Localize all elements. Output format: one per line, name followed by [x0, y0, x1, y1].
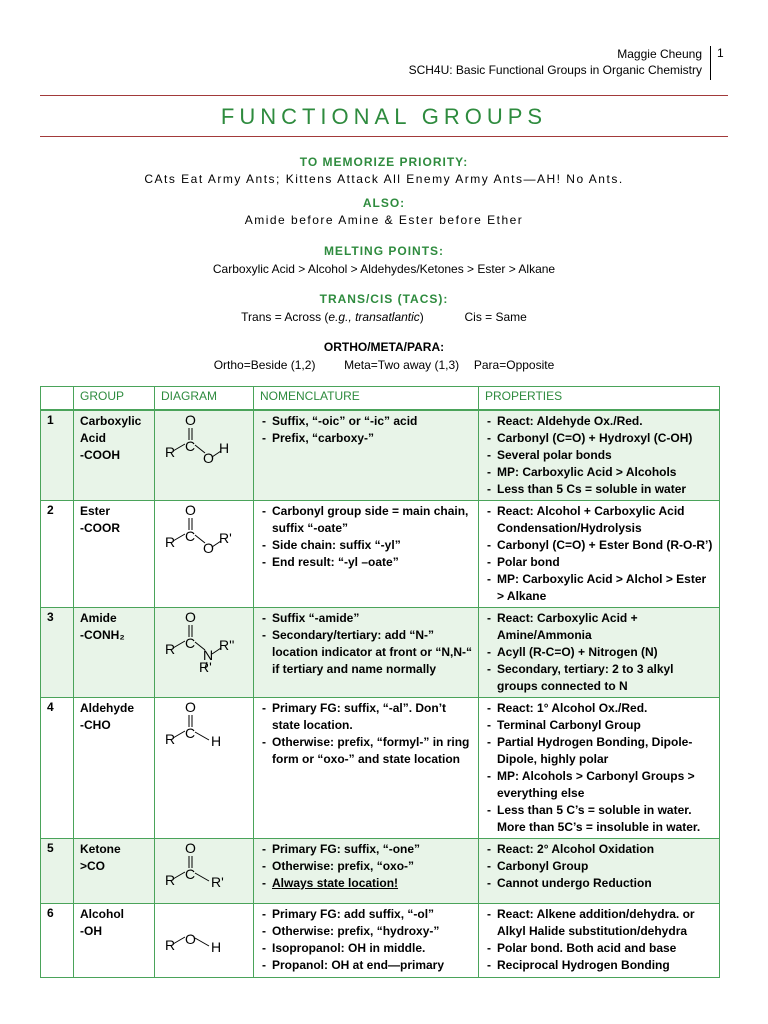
properties-cell: [479, 608, 720, 698]
property-item: - Carbonyl (C=O) + Ester Bond (R-O-R’): [497, 537, 713, 554]
group-name-line: Ester: [80, 504, 111, 518]
atom-center: C: [185, 635, 196, 651]
diagram-cell: [155, 904, 254, 978]
property-item: - Acyll (R-C=O) + Nitrogen (N): [497, 644, 713, 661]
author-name: Maggie Cheung: [617, 47, 702, 61]
col-diagram: DIAGRAM: [155, 387, 254, 411]
nomenclature-item: - Suffix, “-oic” or “-ic” acid: [272, 413, 472, 430]
nomenclature-item: - End result: “-yl –oate”: [272, 554, 472, 571]
table-header-row: [41, 387, 720, 411]
nomenclature-item: - Primary FG: suffix, “-one”: [272, 841, 472, 858]
page-title: FUNCTIONAL GROUPS: [220, 104, 548, 129]
also-heading: ALSO:: [362, 196, 406, 210]
table-row: [41, 698, 720, 839]
structure-diagram: [155, 608, 241, 672]
trans-b: ): [419, 310, 424, 324]
melting-heading: MELTING POINTS:: [323, 244, 445, 258]
also-text: Amide before Amine & Ester before Ether: [244, 213, 524, 227]
group-cell: [74, 698, 155, 839]
atom-top-oxygen: O: [185, 412, 196, 428]
group-name-line: -CHO: [80, 718, 111, 732]
diagram-cell: [155, 839, 254, 904]
col-nomenclature: NOMENCLATURE: [254, 387, 479, 411]
page-number: 1: [710, 46, 734, 80]
property-item: - MP: Carboxylic Acid > Alchol > Ester > Alkane: [497, 571, 713, 605]
title-rule: [40, 136, 728, 137]
table-row: [41, 839, 720, 904]
nomenclature-cell: [254, 698, 479, 839]
header-rule: [40, 95, 728, 96]
property-item: - React: Alkene addition/dehydra. or Alkyl Halide substitution/dehydra: [497, 906, 713, 940]
atom-center: O: [185, 931, 196, 947]
table-row: [41, 410, 720, 501]
group-name-line: -CONH₂: [80, 628, 125, 642]
property-item: - Secondary, tertiary: 2 to 3 alkyl groups connected to N: [497, 661, 713, 695]
properties-cell: [479, 904, 720, 978]
cis-text: Cis = Same: [464, 310, 527, 324]
meta-text: Meta=Two away (1,3): [344, 358, 460, 372]
nomenclature-item: - Primary FG: add suffix, “-ol”: [272, 906, 472, 923]
nomenclature-cell: [254, 839, 479, 904]
group-cell: [74, 410, 155, 501]
properties-cell: [479, 839, 720, 904]
table-row: [41, 501, 720, 608]
atom-left: R: [165, 937, 176, 953]
para-text: Para=Opposite: [473, 358, 555, 372]
diagram-cell: [155, 410, 254, 501]
atom-center: C: [185, 528, 196, 544]
property-item: - React: Alcohol + Carboxylic Acid Condensation/Hydrolysis: [497, 503, 713, 537]
functional-groups-table: [40, 386, 720, 978]
property-item: - Carbonyl Group: [497, 858, 713, 875]
structure-diagram: [155, 839, 241, 903]
group-cell: [74, 839, 155, 904]
atom-end: H: [211, 939, 222, 955]
group-name-line: Carboxylic: [80, 414, 142, 428]
tacs-heading: TRANS/CIS (TACS):: [319, 292, 449, 306]
row-number: 2: [41, 501, 74, 608]
structure-diagram: [155, 501, 241, 565]
priority-heading: TO MEMORIZE PRIORITY:: [299, 155, 469, 169]
row-number: 5: [41, 839, 74, 904]
structure-diagram: [155, 698, 241, 762]
group-name-line: Alcohol: [80, 907, 124, 921]
bond-end: [195, 938, 209, 946]
properties-cell: [479, 501, 720, 608]
nomenclature-cell: [254, 410, 479, 501]
group-cell: [74, 608, 155, 698]
group-name-line: Aldehyde: [80, 701, 135, 715]
group-cell: [74, 501, 155, 608]
atom-top-oxygen: O: [185, 502, 196, 518]
col-properties: PROPERTIES: [479, 387, 720, 411]
nomenclature-item: - Always state location!: [272, 875, 472, 892]
page-header: [409, 46, 702, 78]
nomenclature-item: - Isopropanol: OH in middle.: [272, 940, 472, 957]
properties-cell: [479, 698, 720, 839]
atom-end: R': [219, 530, 232, 546]
bond-end: [195, 732, 209, 740]
atom-left: R: [165, 641, 176, 657]
group-name-line: >CO: [80, 859, 106, 873]
nomenclature-item: - Otherwise: prefix, “formyl-” in ring form or “oxo-” and state location: [272, 734, 472, 768]
nomenclature-cell: [254, 501, 479, 608]
property-item: - Polar bond. Both acid and base: [497, 940, 713, 957]
group-name-line: Ketone: [80, 842, 121, 856]
property-item: - React: 1° Alcohol Ox./Red.: [497, 700, 713, 717]
trans-eg: e.g., transatlantic: [328, 310, 420, 324]
group-name-line: -COOR: [80, 521, 120, 535]
col-group: GROUP: [74, 387, 155, 411]
atom-end: R'': [219, 637, 235, 653]
properties-cell: [479, 410, 720, 501]
property-item: - Partial Hydrogen Bonding, Dipole-Dipole, highly polar: [497, 734, 713, 768]
property-item: - Terminal Carbonyl Group: [497, 717, 713, 734]
group-name-line: Amide: [80, 611, 117, 625]
row-number: 6: [41, 904, 74, 978]
melting-text: Carboxylic Acid > Alcohol > Aldehydes/Ketones > Ester > Alkane: [212, 262, 556, 276]
col-num: [41, 387, 74, 411]
property-item: - React: 2° Alcohol Oxidation: [497, 841, 713, 858]
structure-diagram: [155, 904, 241, 968]
nomenclature-item: - Primary FG: suffix, “-al”. Don’t state location.: [272, 700, 472, 734]
property-item: - React: Carboxylic Acid + Amine/Ammonia: [497, 610, 713, 644]
atom-end: H: [211, 733, 222, 749]
property-item: - Cannot undergo Reduction: [497, 875, 713, 892]
group-name-line: Acid: [80, 431, 107, 445]
row-number: 4: [41, 698, 74, 839]
ortho-text: Ortho=Beside (1,2): [213, 358, 316, 372]
nomenclature-item: - Secondary/tertiary: add “N-” location indicator at front or “N,N-“ if tertiary and name normally: [272, 627, 472, 678]
property-item: - MP: Carboxylic Acid > Alcohols: [497, 464, 713, 481]
property-item: - Several polar bonds: [497, 447, 713, 464]
nomenclature-item: - Prefix, “carboxy-”: [272, 430, 472, 447]
row-number: 1: [41, 410, 74, 501]
table-row: [41, 608, 720, 698]
diagram-cell: [155, 501, 254, 608]
atom-below: R': [199, 659, 212, 672]
priority-mnemonic: CAts Eat Army Ants; Kittens Attack All Enemy Army Ants—AH! No Ants.: [144, 172, 624, 186]
nomenclature-item: - Otherwise: prefix, “hydroxy-”: [272, 923, 472, 940]
structure-diagram: [155, 411, 241, 475]
group-name-line: -OH: [80, 924, 102, 938]
atom-top-oxygen: O: [185, 699, 196, 715]
atom-left: R: [165, 534, 176, 550]
atom-center: C: [185, 725, 196, 741]
diagram-cell: [155, 608, 254, 698]
property-item: - Less than 5 C’s = soluble in water. More than 5C’s = insoluble in water.: [497, 802, 713, 836]
atom-center: C: [185, 866, 196, 882]
property-item: - Reciprocal Hydrogen Bonding: [497, 957, 713, 974]
nomenclature-item: - Otherwise: prefix, “oxo-”: [272, 858, 472, 875]
atom-end: H: [219, 440, 230, 456]
atom-end: R': [211, 874, 224, 890]
table-row: [41, 904, 720, 978]
atom-left: R: [165, 731, 176, 747]
nomenclature-cell: [254, 904, 479, 978]
atom-top-oxygen: O: [185, 840, 196, 856]
property-item: - React: Aldehyde Ox./Red.: [497, 413, 713, 430]
bond-end: [195, 873, 209, 881]
atom-right: O: [203, 540, 214, 556]
omp-text: [0, 358, 768, 372]
nomenclature-item: - Suffix “-amide”: [272, 610, 472, 627]
diagram-cell: [155, 698, 254, 839]
atom-right: O: [203, 450, 214, 466]
group-name-line: -COOH: [80, 448, 120, 462]
atom-left: R: [165, 872, 176, 888]
nomenclature-item: - Side chain: suffix “-yl”: [272, 537, 472, 554]
property-item: - Polar bond: [497, 554, 713, 571]
nomenclature-item: - Carbonyl group side = main chain, suffix “-oate”: [272, 503, 472, 537]
trans-a: Trans = Across (: [241, 310, 329, 324]
atom-top-oxygen: O: [185, 609, 196, 625]
group-cell: [74, 904, 155, 978]
row-number: 3: [41, 608, 74, 698]
course-title: SCH4U: Basic Functional Groups in Organic Chemistry: [408, 63, 702, 77]
nomenclature-item: - Propanol: OH at end—primary: [272, 957, 472, 974]
atom-right: N: [203, 647, 214, 663]
property-item: - Less than 5 Cs = soluble in water: [497, 481, 713, 498]
nomenclature-cell: [254, 608, 479, 698]
atom-center: C: [185, 438, 196, 454]
omp-heading: ORTHO/META/PARA:: [323, 340, 445, 354]
atom-left: R: [165, 444, 176, 460]
tacs-text: [0, 310, 768, 324]
property-item: - MP: Alcohols > Carbonyl Groups > everything else: [497, 768, 713, 802]
property-item: - Carbonyl (C=O) + Hydroxyl (C-OH): [497, 430, 713, 447]
